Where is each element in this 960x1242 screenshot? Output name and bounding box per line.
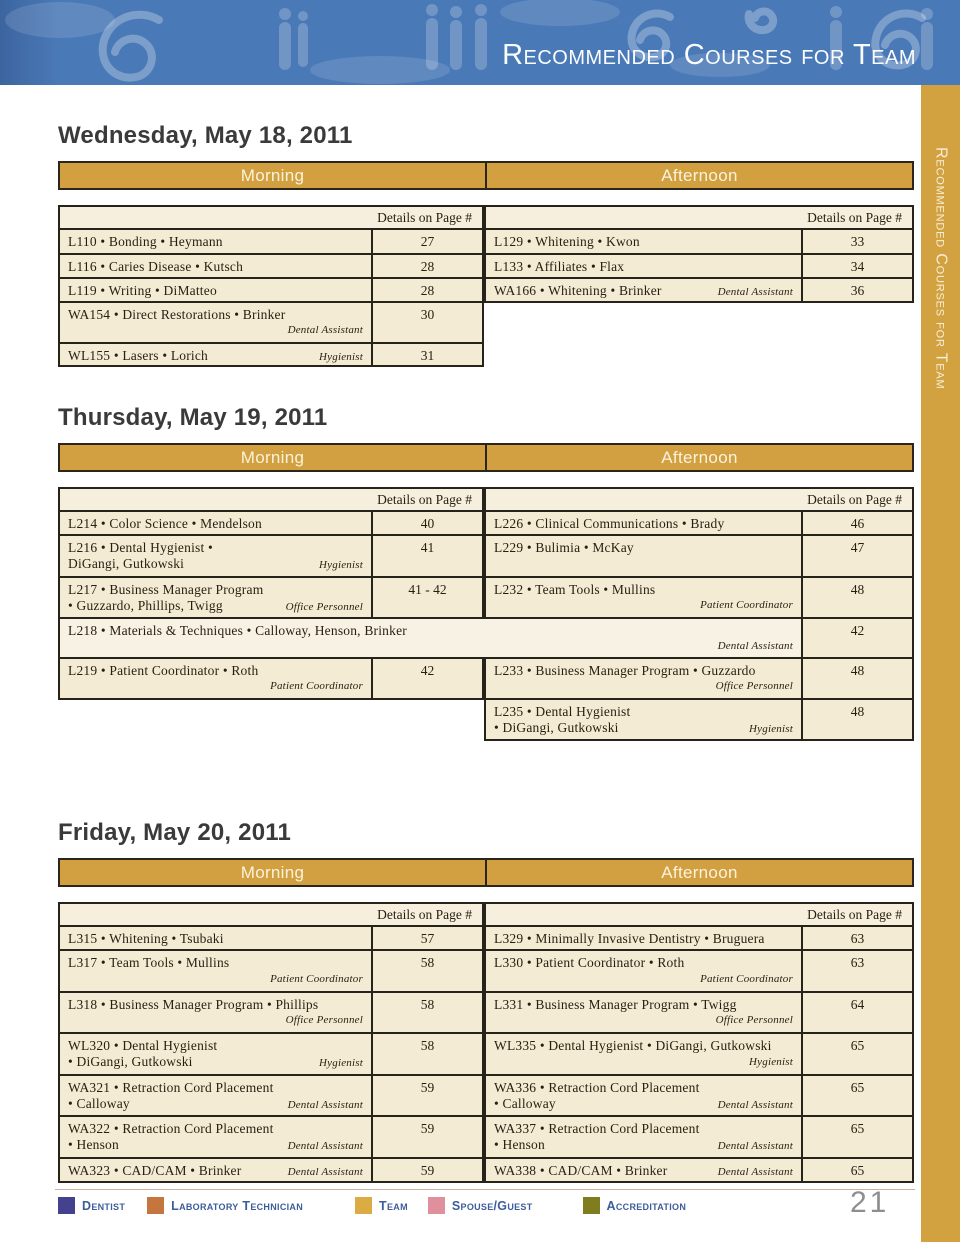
page-cell: 31: [373, 344, 484, 367]
course-cell: [58, 1159, 373, 1183]
course-cell: [484, 578, 803, 619]
page-cell: 42: [803, 619, 914, 659]
details-page-header: Details on Page #: [58, 902, 484, 927]
course-text: L214 • Color Science • Mendelson: [68, 516, 262, 531]
course-table: [58, 205, 914, 367]
course-cell: [58, 279, 373, 303]
course-cell: [58, 255, 373, 279]
course-cell: [58, 536, 373, 578]
details-page-header: Details on Page #: [484, 205, 914, 230]
course-cell: [58, 1117, 373, 1159]
page-cell: 47: [803, 536, 914, 578]
course-cell: [484, 1076, 803, 1117]
course-role: Dental Assistant: [717, 640, 793, 652]
course-text: L119 • Writing • DiMatteo: [68, 283, 217, 298]
course-role: Dental Assistant: [287, 1099, 363, 1111]
page-cell: 63: [803, 951, 914, 993]
course-cell: [484, 1117, 803, 1159]
course-cell: [484, 927, 803, 951]
page-cell: 65: [803, 1117, 914, 1159]
session-header-bar: [58, 443, 914, 472]
course-cell: [484, 1034, 803, 1076]
course-text: WL335 • Dental Hygienist • DiGangi, Gutkowski: [494, 1038, 772, 1053]
course-text: WA321 • Retraction Cord Placement: [68, 1080, 274, 1095]
morning-header: Morning: [60, 860, 487, 885]
details-page-header: Details on Page #: [58, 487, 484, 512]
course-text: WA338 • CAD/CAM • Brinker: [494, 1163, 668, 1178]
session-header-bar: [58, 858, 914, 887]
course-text: L116 • Caries Disease • Kutsch: [68, 259, 244, 274]
course-cell: [484, 1159, 803, 1183]
course-text: L329 • Minimally Invasive Dentistry • Bruguera: [494, 931, 765, 946]
course-text-line2: • DiGangi, Gutkowski: [494, 720, 619, 735]
course-role: Dental Assistant: [717, 286, 793, 298]
page-cell: 48: [803, 578, 914, 619]
course-cell: [58, 659, 373, 700]
spouse-guest-color-swatch: [428, 1197, 445, 1214]
laboratory-technician-color-swatch: [147, 1197, 164, 1214]
course-role: Office Personnel: [715, 1014, 793, 1026]
course-role: Hygienist: [749, 723, 793, 735]
course-role: Dental Assistant: [287, 1166, 363, 1178]
course-role: Hygienist: [319, 1057, 363, 1069]
course-cell: [58, 927, 373, 951]
course-role: Patient Coordinator: [270, 973, 363, 985]
course-text: L217 • Business Manager Program: [68, 582, 264, 597]
course-cell-spanning: [58, 619, 803, 659]
legend-label: Dentist: [82, 1198, 126, 1213]
course-role: Patient Coordinator: [270, 680, 363, 692]
afternoon-header: Afternoon: [661, 862, 738, 882]
page-cell: 41 - 42: [373, 578, 484, 619]
course-text-line2: • Henson: [494, 1137, 545, 1152]
course-role: Dental Assistant: [717, 1140, 793, 1152]
details-page-header: Details on Page #: [484, 902, 914, 927]
course-role: Office Personnel: [285, 1014, 363, 1026]
page-cell: 59: [373, 1076, 484, 1117]
day-section-friday: [58, 817, 916, 1183]
page-cell: 30: [373, 303, 484, 344]
legend-item-dentist: [58, 1197, 125, 1214]
page-cell: 27: [373, 230, 484, 255]
course-cell: [484, 536, 803, 578]
session-header-bar: [58, 161, 914, 190]
empty-cell: [58, 700, 484, 741]
page-cell: 57: [373, 927, 484, 951]
sidebar-tab: [921, 85, 960, 1242]
course-role: Hygienist: [319, 351, 363, 363]
course-text-line2: • Guzzardo, Phillips, Twigg: [68, 598, 223, 613]
course-text: WA336 • Retraction Cord Placement: [494, 1080, 700, 1095]
page-cell: 48: [803, 659, 914, 700]
course-cell: [484, 993, 803, 1034]
empty-cell: [484, 303, 914, 344]
course-cell: [484, 700, 803, 741]
course-text: WA166 • Whitening • Brinker: [494, 283, 662, 298]
course-role: Dental Assistant: [287, 324, 363, 336]
course-table: [58, 487, 914, 741]
course-text: L330 • Patient Coordinator • Roth: [494, 955, 685, 970]
page-cell: 65: [803, 1159, 914, 1183]
course-text: WL320 • Dental Hygienist: [68, 1038, 218, 1053]
page-cell: 46: [803, 512, 914, 536]
course-text: L235 • Dental Hygienist: [494, 704, 631, 719]
page-cell: 65: [803, 1076, 914, 1117]
course-role: Dental Assistant: [287, 1140, 363, 1152]
page-cell: 28: [373, 255, 484, 279]
course-role: Office Personnel: [715, 680, 793, 692]
course-role: Office Personnel: [285, 601, 363, 613]
day-title: Friday, May 20, 2011: [58, 819, 292, 846]
course-cell: [484, 279, 803, 303]
course-cell: [484, 255, 803, 279]
course-text-line2: • DiGangi, Gutkowski: [68, 1054, 193, 1069]
page-cell: 42: [373, 659, 484, 700]
course-role: Dental Assistant: [717, 1166, 793, 1178]
course-cell: [58, 1076, 373, 1117]
day-title: Thursday, May 19, 2011: [58, 404, 328, 431]
course-text: WA337 • Retraction Cord Placement: [494, 1121, 700, 1136]
course-text: WA322 • Retraction Cord Placement: [68, 1121, 274, 1136]
attendee-legend: [58, 1197, 686, 1214]
course-text-line2: • Henson: [68, 1137, 119, 1152]
legend-item-accreditation: [583, 1197, 687, 1214]
course-cell: [58, 951, 373, 993]
course-role: Patient Coordinator: [700, 973, 793, 985]
morning-header: Morning: [60, 445, 487, 470]
course-cell: [58, 1034, 373, 1076]
page-cell: 40: [373, 512, 484, 536]
afternoon-header: Afternoon: [661, 165, 738, 185]
dentist-color-swatch: [58, 1197, 75, 1214]
course-cell: [484, 512, 803, 536]
course-cell: [484, 659, 803, 700]
day-title: Wednesday, May 18, 2011: [58, 122, 353, 149]
course-role: Hygienist: [319, 559, 363, 571]
course-text: L331 • Business Manager Program • Twigg: [494, 997, 737, 1012]
legend-item-laboratory-technician: [147, 1197, 303, 1214]
course-role: Patient Coordinator: [700, 599, 793, 611]
course-text: L233 • Business Manager Program • Guzzardo: [494, 663, 756, 678]
course-cell: [58, 230, 373, 255]
course-cell: [484, 230, 803, 255]
course-text: L133 • Affiliates • Flax: [494, 259, 625, 274]
course-text: L219 • Patient Coordinator • Roth: [68, 663, 259, 678]
page-cell: 36: [803, 279, 914, 303]
page-cell: 58: [373, 993, 484, 1034]
page-title: Recommended Courses for Team: [502, 39, 916, 71]
course-cell: [58, 344, 373, 367]
details-page-header: Details on Page #: [484, 487, 914, 512]
legend-label: Team: [379, 1198, 408, 1213]
legend-label: Laboratory Technician: [171, 1198, 304, 1213]
page-cell: 63: [803, 927, 914, 951]
day-section-thursday: [58, 402, 916, 741]
course-text-line2: • Calloway: [68, 1096, 130, 1111]
course-text: L318 • Business Manager Program • Phillips: [68, 997, 319, 1012]
course-table: [58, 902, 914, 1183]
course-cell: [58, 512, 373, 536]
course-text-line2: DiGangi, Gutkowski: [68, 556, 185, 571]
accreditation-color-swatch: [583, 1197, 600, 1214]
page-cell: 65: [803, 1034, 914, 1076]
page-cell: 59: [373, 1159, 484, 1183]
day-section-wednesday: [58, 120, 916, 367]
page-cell: 59: [373, 1117, 484, 1159]
course-text: L229 • Bulimia • McKay: [494, 540, 634, 555]
team-color-swatch: [355, 1197, 372, 1214]
sidebar-title: Recommended Courses for Team: [932, 147, 950, 390]
course-cell: [58, 993, 373, 1034]
details-page-header: Details on Page #: [58, 205, 484, 230]
page-cell: 64: [803, 993, 914, 1034]
course-cell: [484, 951, 803, 993]
course-role: Hygienist: [749, 1056, 793, 1068]
course-text: L317 • Team Tools • Mullins: [68, 955, 230, 970]
page-number: 21: [850, 1186, 890, 1219]
course-text: WA154 • Direct Restorations • Brinker: [68, 307, 286, 322]
course-text: WL155 • Lasers • Lorich: [68, 348, 209, 363]
course-cell: [58, 303, 373, 344]
page-cell: 58: [373, 1034, 484, 1076]
legend-item-spouse-guest: [428, 1197, 533, 1214]
footer-rule: [55, 1189, 915, 1190]
page-cell: 33: [803, 230, 914, 255]
course-text: L110 • Bonding • Heymann: [68, 234, 223, 249]
legend-label: Accreditation: [606, 1198, 687, 1213]
page-header-banner: [0, 0, 960, 85]
legend-item-team: [355, 1197, 408, 1214]
course-text: L129 • Whitening • Kwon: [494, 234, 640, 249]
course-text: L218 • Materials & Techniques • Calloway, Henson, Brinker: [68, 623, 407, 638]
page-cell: 58: [373, 951, 484, 993]
course-role: Dental Assistant: [717, 1099, 793, 1111]
course-text: L226 • Clinical Communications • Brady: [494, 516, 725, 531]
page-cell: 34: [803, 255, 914, 279]
morning-header: Morning: [60, 163, 487, 188]
legend-label: Spouse/Guest: [451, 1198, 533, 1213]
course-text: L232 • Team Tools • Mullins: [494, 582, 656, 597]
page-cell: 41: [373, 536, 484, 578]
page-cell: 28: [373, 279, 484, 303]
course-cell: [58, 578, 373, 619]
course-text: WA323 • CAD/CAM • Brinker: [68, 1163, 242, 1178]
afternoon-header: Afternoon: [661, 447, 738, 467]
empty-cell: [484, 344, 914, 367]
course-text: L315 • Whitening • Tsubaki: [68, 931, 224, 946]
course-text: L216 • Dental Hygienist •: [68, 540, 213, 555]
page-cell: 48: [803, 700, 914, 741]
course-text-line2: • Calloway: [494, 1096, 556, 1111]
